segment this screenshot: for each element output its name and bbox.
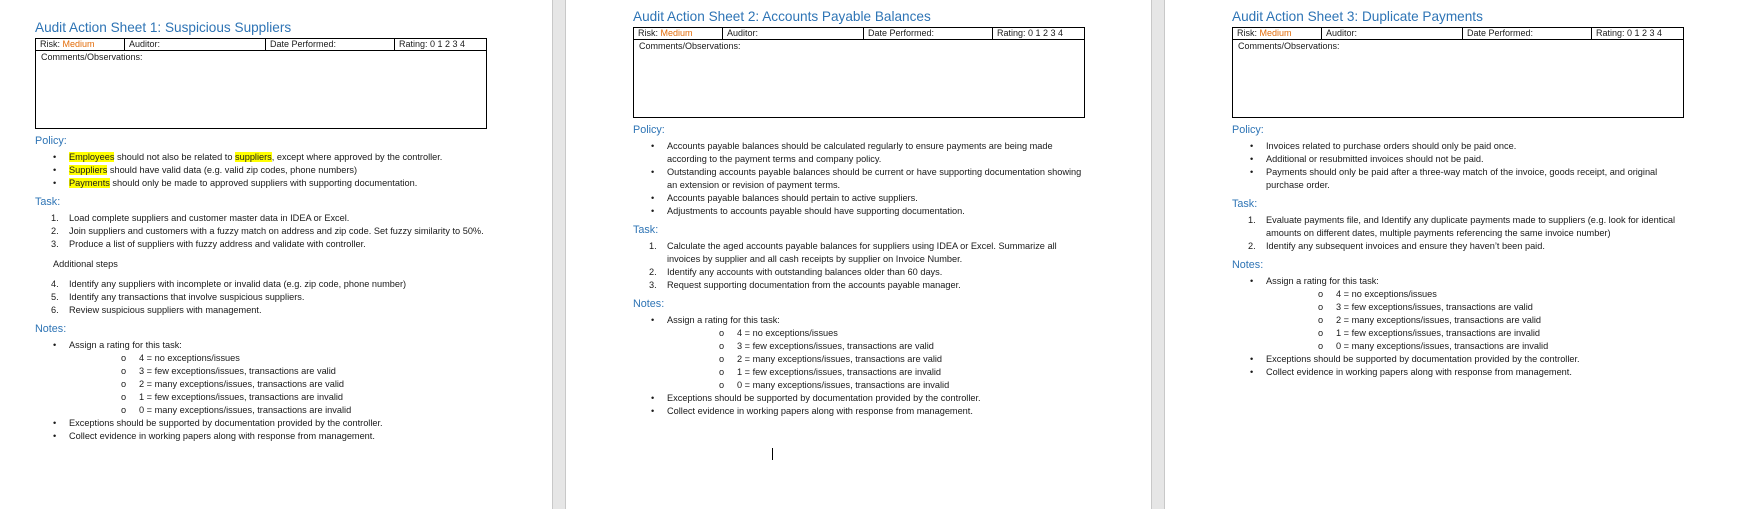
risk-value: Medium: [1259, 28, 1292, 38]
policy-heading: Policy:: [1232, 124, 1264, 136]
comments-box: [35, 51, 487, 129]
notes-list: [633, 314, 1085, 418]
policy-item: • Payments should only be paid after a three-way match of the invoice, goods receipt, and original purchase order.: [1232, 166, 1684, 192]
audit-sheet-3: [1232, 9, 1684, 379]
policy-heading: Policy:: [35, 135, 67, 147]
notes-heading: Notes:: [35, 323, 67, 335]
policy-item: • Employees should not also be related to suppliers, except where approved by the controller.: [35, 151, 487, 164]
rating-scale-list: [667, 327, 1085, 392]
rating-scale-item: o 0 = many exceptions/issues, transactions are invalid: [719, 380, 950, 390]
date-performed-cell: Date Performed:: [266, 39, 395, 51]
task-list-additional: [35, 278, 487, 317]
task-item: 4. Identify any suppliers with incomplete or invalid data (e.g. zip code, phone number): [51, 279, 407, 289]
page-gutter: [552, 0, 566, 509]
auditor-cell: Auditor:: [723, 28, 864, 40]
notes-heading: Notes:: [1232, 259, 1264, 271]
task-item: 1. Calculate the aged accounts payable balances for suppliers using IDEA or Excel. Summarize all invoices by supplier and all cash receipts by supplier on Invoice Number.: [649, 241, 1057, 264]
task-item: 1. Evaluate payments file, and Identify any duplicate payments made to suppliers (e.g. look for identical amounts on different dates, multiple payments referencing the same invoice number): [1248, 215, 1676, 238]
rating-scale-item: o 3 = few exceptions/issues, transactions are valid: [719, 341, 934, 351]
rating-scale-item: o 0 = many exceptions/issues, transactions are invalid: [1318, 341, 1549, 351]
policy-heading: Policy:: [633, 124, 665, 136]
policy-list: [633, 140, 1085, 218]
comments-label: Comments/Observations:: [639, 41, 741, 51]
policy-list: [35, 151, 487, 190]
rating-scale-item: o 2 = many exceptions/issues, transactions are valid: [1318, 315, 1542, 325]
task-item: 3. Request supporting documentation from the accounts payable manager.: [649, 280, 961, 290]
rating-cell: Rating: 0 1 2 3 4: [1592, 28, 1684, 40]
policy-item: • Payments should only be made to approved suppliers with supporting documentation.: [35, 177, 487, 190]
sheet-header-table: [633, 27, 1085, 40]
task-item: 2. Identify any subsequent invoices and ensure they haven’t been paid.: [1248, 241, 1545, 251]
rating-scale-item: o 0 = many exceptions/issues, transactions are invalid: [121, 405, 352, 415]
task-item: 1. Load complete suppliers and customer master data in IDEA or Excel.: [51, 213, 350, 223]
sheet-title: Audit Action Sheet 2: Accounts Payable Balances: [633, 9, 931, 24]
rating-scale-list: [1266, 288, 1684, 353]
risk-cell: Risk: Medium: [36, 39, 125, 51]
policy-item: • Suppliers should have valid data (e.g. valid zip codes, phone numbers): [35, 164, 487, 177]
notes-item: • Collect evidence in working papers along with response from management.: [35, 430, 487, 443]
comments-box: [633, 40, 1085, 118]
risk-cell: Risk: Medium: [634, 28, 723, 40]
audit-sheet-2: [633, 9, 1085, 418]
date-performed-cell: Date Performed:: [864, 28, 993, 40]
task-heading: Task:: [633, 224, 659, 236]
policy-list: [1232, 140, 1684, 192]
rating-cell: Rating: 0 1 2 3 4: [993, 28, 1085, 40]
document-page-3[interactable]: [1165, 0, 1739, 509]
sheet-header-table: [35, 38, 487, 51]
rating-scale-item: o 4 = no exceptions/issues: [719, 328, 838, 338]
notes-item: • Assign a rating for this task: o 4 = no exceptions/issues o 3 = few exceptions/issues, transactions are valid o 2 = many exceptions/issues, transactions are valid o 1 = few exceptions/issues, transactions are invalid o 0 = many exceptions/issues, transactions are invalid: [35, 339, 487, 417]
notes-item: • Exceptions should be supported by documentation provided by the controller.: [35, 417, 487, 430]
task-heading: Task:: [1232, 198, 1258, 210]
rating-scale-item: o 4 = no exceptions/issues: [121, 353, 240, 363]
task-list: [35, 212, 487, 251]
policy-item: • Adjustments to accounts payable should have supporting documentation.: [633, 205, 1085, 218]
task-item: 6. Review suspicious suppliers with management.: [51, 305, 262, 315]
sheet-title: Audit Action Sheet 3: Duplicate Payments: [1232, 9, 1483, 24]
auditor-cell: Auditor:: [1322, 28, 1463, 40]
notes-list: [1232, 275, 1684, 379]
notes-item: • Exceptions should be supported by documentation provided by the controller.: [1232, 353, 1684, 366]
rating-scale-item: o 2 = many exceptions/issues, transactions are valid: [719, 354, 943, 364]
task-item: 5. Identify any transactions that involve suspicious suppliers.: [51, 292, 305, 302]
notes-item: • Collect evidence in working papers along with response from management.: [633, 405, 1085, 418]
notes-item: • Exceptions should be supported by documentation provided by the controller.: [633, 392, 1085, 405]
notes-item: • Assign a rating for this task: o 4 = no exceptions/issues o 3 = few exceptions/issues, transactions are valid o 2 = many exceptions/issues, transactions are valid o 1 = few exceptions/issues, transactions are invalid o 0 = many exceptions/issues, transactions are invalid: [633, 314, 1085, 392]
task-item: 3. Produce a list of suppliers with fuzzy address and validate with controller.: [51, 239, 366, 249]
notes-list: [35, 339, 487, 443]
risk-value: Medium: [62, 39, 95, 49]
text-cursor: [772, 448, 773, 460]
auditor-cell: Auditor:: [125, 39, 266, 51]
task-list: [633, 240, 1085, 292]
policy-item: • Additional or resubmitted invoices should not be paid.: [1232, 153, 1684, 166]
risk-cell: Risk: Medium: [1233, 28, 1322, 40]
date-performed-cell: Date Performed:: [1463, 28, 1592, 40]
task-heading: Task:: [35, 196, 61, 208]
rating-scale-item: o 1 = few exceptions/issues, transactions are invalid: [1318, 328, 1541, 338]
task-list: [1232, 214, 1684, 253]
rating-scale-item: o 4 = no exceptions/issues: [1318, 289, 1437, 299]
risk-value: Medium: [660, 28, 693, 38]
document-page-1[interactable]: [0, 0, 552, 509]
notes-item: • Collect evidence in working papers along with response from management.: [1232, 366, 1684, 379]
task-item: 2. Join suppliers and customers with a fuzzy match on address and zip code. Set fuzzy similarity to 50%.: [51, 226, 484, 236]
audit-sheet-1: [35, 20, 487, 443]
notes-heading: Notes:: [633, 298, 665, 310]
rating-cell: Rating: 0 1 2 3 4: [395, 39, 487, 51]
comments-label: Comments/Observations:: [1238, 41, 1340, 51]
rating-scale-item: o 3 = few exceptions/issues, transactions are valid: [121, 366, 336, 376]
policy-item: • Accounts payable balances should be calculated regularly to ensure payments are being made according to the payment terms and company policy.: [633, 140, 1085, 166]
rating-scale-item: o 3 = few exceptions/issues, transactions are valid: [1318, 302, 1533, 312]
policy-item: • Invoices related to purchase orders should only be paid once.: [1232, 140, 1684, 153]
task-item: 2. Identify any accounts with outstanding balances older than 60 days.: [649, 267, 943, 277]
document-page-2[interactable]: [566, 0, 1151, 509]
rating-scale-list: [69, 352, 487, 417]
page-gutter: [1151, 0, 1165, 509]
sheet-header-table: [1232, 27, 1684, 40]
comments-box: [1232, 40, 1684, 118]
sheet-title: Audit Action Sheet 1: Suspicious Suppliers: [35, 20, 292, 35]
rating-scale-item: o 1 = few exceptions/issues, transactions are invalid: [719, 367, 942, 377]
notes-item: • Assign a rating for this task: o 4 = no exceptions/issues o 3 = few exceptions/issues, transactions are valid o 2 = many exceptions/issues, transactions are valid o 1 = few exceptions/issues, transactions are invalid o 0 = many exceptions/issues, transactions are invalid: [1232, 275, 1684, 353]
rating-scale-item: o 2 = many exceptions/issues, transactions are valid: [121, 379, 345, 389]
rating-scale-item: o 1 = few exceptions/issues, transactions are invalid: [121, 392, 344, 402]
additional-steps-label: Additional steps: [53, 259, 118, 269]
policy-item: • Accounts payable balances should pertain to active suppliers.: [633, 192, 1085, 205]
comments-label: Comments/Observations:: [41, 52, 143, 62]
policy-item: • Outstanding accounts payable balances should be current or have supporting documentation showing an extension or revision of payment terms.: [633, 166, 1085, 192]
